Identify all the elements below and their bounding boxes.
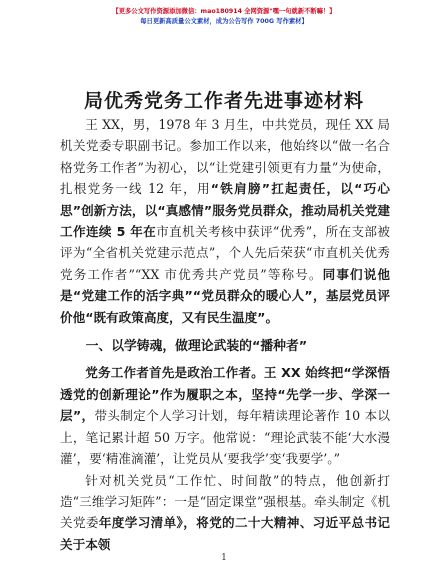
promo-banner <box>0 7 448 27</box>
paragraph-theory-emphasis: 党务工作者首先是政治工作者。王 XX 始终把“学深悟透党的创新理论”作为履职之本，坚持“先学一步、学深一层”， <box>60 365 390 424</box>
paragraph-intro-emphasis-2: 同事们说他是“党建工作的活字典”“党员群众的暖心人”，基层党员评价他“既有政策高度，又有民生温度”。 <box>60 266 391 325</box>
promo-banner-line-1: 【更多公文写作资源添加微信：mao180914 全网资源"嘿一句就新不断嘛！】 <box>112 8 336 15</box>
paragraph-intro-part-1: 王 XX，男，1978 年 3 月生，中共党员，现任 XX 局机关党委专职副书记。参加工作以来，他始终以“做一名合格党务工作者”为初心，以“让党建引领更有力量”为使命，扎根党务一线 12 年，用 <box>60 117 390 197</box>
document-title: 局优秀党务工作者先进事迹材料 <box>83 90 364 112</box>
page-number: 1 <box>221 553 227 563</box>
section-heading-1: 一、以学铸魂，做理论武装的“播种者” <box>85 339 308 355</box>
paragraph-learning-matrix-part: 针对机关党员“工作忙、时间散”的特点，他创新打造“三维学习矩阵”：一是“固定课堂”强根基。牵头制定《机关党委 <box>60 472 390 531</box>
paragraph-intro <box>60 114 390 328</box>
paragraph-intro-part-2: 市直机关考核中获评“优秀”，所在支部被评为“全省机关党建示范点”，个人先后荣获“市直机关优秀党务工作者”“XX 市优秀共产党员”等称号。 <box>60 224 390 282</box>
paragraph-learning-matrix <box>60 470 390 556</box>
promo-banner-line-2: 每日更新高质量公文素材，成为公告写作 700G 写作素材】 <box>140 18 308 25</box>
paragraph-theory <box>60 362 390 469</box>
paragraph-learning-matrix-emphasis: 年度学习清单》，将党的二十大精神、习近平总书记关于本领 <box>60 515 391 552</box>
document-body <box>60 114 390 555</box>
paragraph-theory-part: 带头制定个人学习计划，每年精读理论著作 10 本以上，笔记累计超 50 万字。他常说：“理论武装不能‘大水漫灌’，要‘精准滴灌’，让党员从‘要我学’变‘我要学’。” <box>60 408 390 467</box>
paragraph-intro-emphasis-1: “铁肩膀”扛起责任，以“巧心思”创新方法，以“真感情”服务党员群众，推动局机关党建工作连续 5 年在 <box>60 181 390 240</box>
